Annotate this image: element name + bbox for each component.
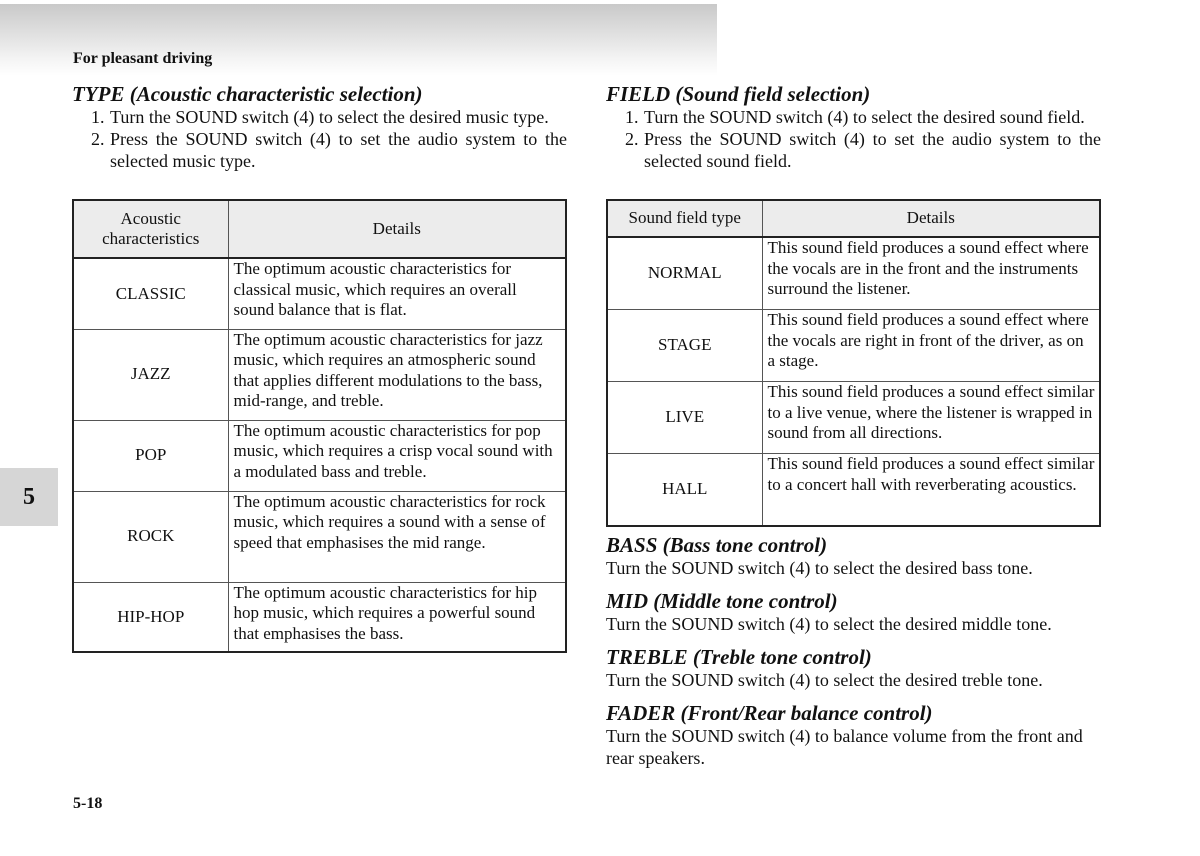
step-number: 1. xyxy=(91,107,105,127)
treble-text: Turn the SOUND switch (4) to select the desired treble tone. xyxy=(606,670,1043,690)
bass-text: Turn the SOUND switch (4) to select the desired bass tone. xyxy=(606,558,1033,578)
row-name: CLASSIC xyxy=(73,258,228,329)
table-row xyxy=(73,420,566,491)
row-name: POP xyxy=(73,420,228,491)
row-name: JAZZ xyxy=(73,329,228,420)
row-details: This sound field produces a sound effect similar to a live venue, where the listener is wrapped in sound from all directions. xyxy=(762,382,1100,454)
table-row xyxy=(73,582,566,652)
column-header: Acoustic characteristics xyxy=(73,200,228,258)
mid-text: Turn the SOUND switch (4) to select the desired middle tone. xyxy=(606,614,1052,634)
field-heading: FIELD (Sound field selection) xyxy=(606,82,871,106)
field-steps xyxy=(606,106,1101,172)
row-name: HALL xyxy=(607,454,762,527)
step-number: 1. xyxy=(625,107,639,127)
bass-heading: BASS (Bass tone control) xyxy=(606,533,828,557)
row-details: The optimum acoustic characteristics for classical music, which requires an overall sound balance that is flat. xyxy=(228,258,566,329)
step-text: Press the SOUND switch (4) to set the audio system to the selected sound field. xyxy=(644,129,1101,171)
type-heading: TYPE (Acoustic characteristic selection) xyxy=(72,82,423,106)
fader-section xyxy=(606,701,1101,769)
column-header: Details xyxy=(762,200,1100,237)
mid-heading: MID (Middle tone control) xyxy=(606,589,838,613)
row-name: LIVE xyxy=(607,382,762,454)
row-name: ROCK xyxy=(73,491,228,582)
row-name: NORMAL xyxy=(607,237,762,310)
row-details: This sound field produces a sound effect where the vocals are in the front and the instruments surround the listener. xyxy=(762,237,1100,310)
fader-heading: FADER (Front/Rear balance control) xyxy=(606,701,933,725)
field-step xyxy=(606,128,1101,172)
step-text: Turn the SOUND switch (4) to select the desired music type. xyxy=(110,107,549,127)
table-row xyxy=(607,454,1100,527)
row-name: STAGE xyxy=(607,310,762,382)
fader-text: Turn the SOUND switch (4) to balance volume from the front and rear speakers. xyxy=(606,726,1083,768)
table-row xyxy=(73,491,566,582)
type-step xyxy=(72,106,567,128)
type-step xyxy=(72,128,567,172)
row-details: The optimum acoustic characteristics for hip hop music, which requires a powerful sound that emphasises the bass. xyxy=(228,582,566,652)
sound-field-table xyxy=(606,199,1101,527)
row-details: The optimum acoustic characteristics for pop music, which requires a crisp vocal sound with a modulated bass and treble. xyxy=(228,420,566,491)
table-row xyxy=(73,258,566,329)
treble-section xyxy=(606,645,1101,691)
step-number: 2. xyxy=(91,129,105,149)
left-column xyxy=(72,82,567,653)
mid-section xyxy=(606,589,1101,635)
bass-section xyxy=(606,533,1101,579)
field-step xyxy=(606,106,1101,128)
right-column xyxy=(606,82,1101,769)
table-header-row xyxy=(607,200,1100,237)
row-details: The optimum acoustic characteristics for rock music, which requires a sound with a sense of speed that emphasises the mid range. xyxy=(228,491,566,582)
step-number: 2. xyxy=(625,129,639,149)
step-text: Press the SOUND switch (4) to set the audio system to the selected music type. xyxy=(110,129,567,171)
table-row xyxy=(607,382,1100,454)
table-header-row xyxy=(73,200,566,258)
row-details: The optimum acoustic characteristics for jazz music, which requires an atmospheric sound that applies different modulations to the bass, mid-range, and treble. xyxy=(228,329,566,420)
type-steps xyxy=(72,106,567,172)
step-text: Turn the SOUND switch (4) to select the desired sound field. xyxy=(644,107,1085,127)
section-header: For pleasant driving xyxy=(73,50,213,67)
page-number: 5-18 xyxy=(73,795,103,812)
chapter-tab: 5 xyxy=(0,468,58,526)
table-row xyxy=(607,310,1100,382)
table-row xyxy=(73,329,566,420)
acoustic-table xyxy=(72,199,567,653)
column-header: Sound field type xyxy=(607,200,762,237)
row-details: This sound field produces a sound effect where the vocals are right in front of the driver, as on a stage. xyxy=(762,310,1100,382)
treble-heading: TREBLE (Treble tone control) xyxy=(606,645,872,669)
table-row xyxy=(607,237,1100,310)
row-name: HIP-HOP xyxy=(73,582,228,652)
row-details: This sound field produces a sound effect similar to a concert hall with reverberating acoustics. xyxy=(762,454,1100,527)
column-header: Details xyxy=(228,200,566,258)
